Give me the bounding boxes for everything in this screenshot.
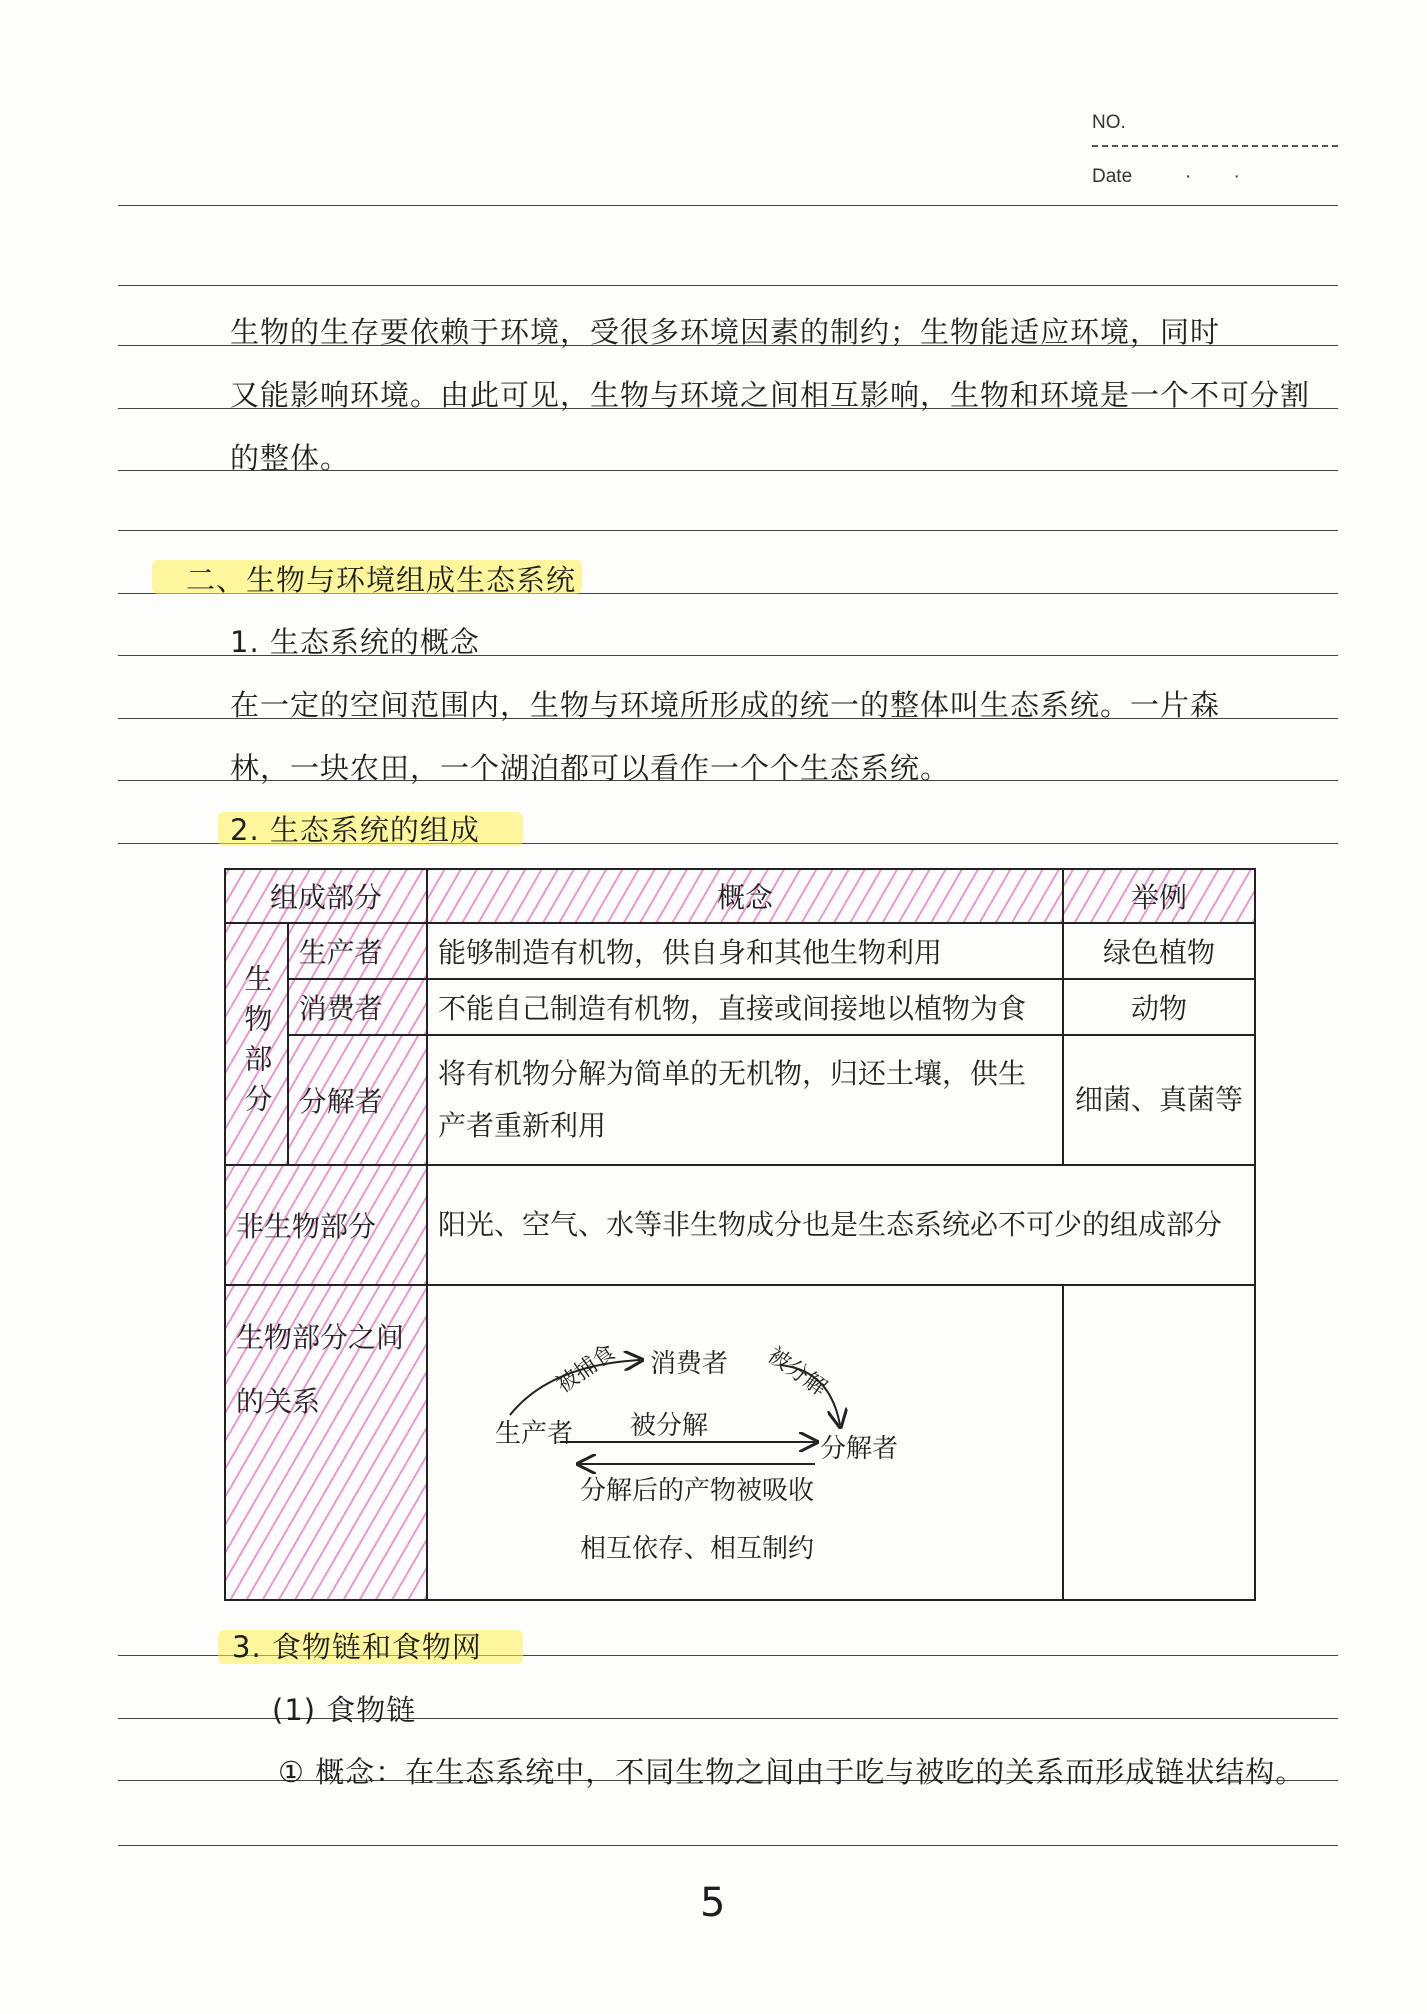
relation-arrow-eaten: 被捕食 [551,1339,621,1399]
ruled-line [118,285,1338,286]
relation-decomposer: 分解者 [820,1434,899,1464]
role-decomposer: 分解者 [288,1035,427,1165]
intro-line-1: 生物的生存要依赖于环境，受很多环境因素的制约；生物能适应环境，同时 [230,315,1221,349]
relation-arrow-decomposed-bottom: 被分解 [630,1411,709,1441]
no-label: NO. [1092,112,1126,133]
relation-consumer: 消费者 [650,1349,729,1379]
ruled-line [118,205,1338,206]
date-label: Date [1092,166,1133,187]
sub3-item1: (1) 食物链 [272,1693,417,1727]
header-component: 组成部分 [225,869,427,923]
concept-decomposer: 将有机物分解为简单的无机物，归还土壤，供生产者重新利用 [427,1035,1063,1165]
role-producer: 生产者 [288,923,427,979]
relation-empty-cell [1063,1285,1255,1600]
header-concept: 概念 [427,869,1063,923]
role-consumer: 消费者 [288,979,427,1035]
sub1-line-1: 在一定的空间范围内，生物与环境所形成的统一的整体叫生态系统。一片森 [230,688,1221,722]
example-producer: 绿色植物 [1063,923,1255,979]
ruled-line [118,1845,1338,1846]
relation-summary: 相互依存、相互制约 [580,1534,815,1564]
ruled-line [118,530,1338,531]
biotic-label: 生物部分 [225,923,288,1165]
sub1-line-2: 林，一块农田，一个湖泊都可以看作一个个生态系统。 [230,751,951,785]
intro-line-3: 的整体。 [230,441,351,475]
abiotic-concept: 阳光、空气、水等非生物成分也是生态系统必不可少的组成部分 [427,1165,1255,1285]
date-dots: · · [1185,166,1240,187]
sub3-title: 3. 食物链和食物网 [232,1630,482,1664]
sub1-title: 1. 生态系统的概念 [230,625,480,659]
example-decomposer: 细菌、真菌等 [1063,1035,1255,1165]
example-consumer: 动物 [1063,979,1255,1035]
header-example: 举例 [1063,869,1255,923]
sub3-concept: ① 概念：在生态系统中，不同生物之间由于吃与被吃的关系而形成链状结构。 [278,1755,1306,1789]
intro-line-2: 又能影响环境。由此可见，生物与环境之间相互影响，生物和环境是一个不可分割 [230,378,1311,412]
section-title: 二、生物与环境组成生态系统 [186,563,577,597]
no-dashed-line [1092,145,1338,147]
page-number: 5 [700,1880,726,1926]
abiotic-label: 非生物部分 [225,1165,427,1285]
relation-producer: 生产者 [495,1419,574,1449]
sub2-title: 2. 生态系统的组成 [230,813,480,847]
relation-absorb: 分解后的产物被吸收 [580,1476,815,1506]
relation-label: 生物部分之间的关系 [225,1285,427,1600]
concept-consumer: 不能自己制造有机物，直接或间接地以植物为食 [427,979,1063,1035]
relation-arrow-decomposed-top: 被分解 [762,1342,832,1402]
concept-producer: 能够制造有机物，供自身和其他生物利用 [427,923,1063,979]
